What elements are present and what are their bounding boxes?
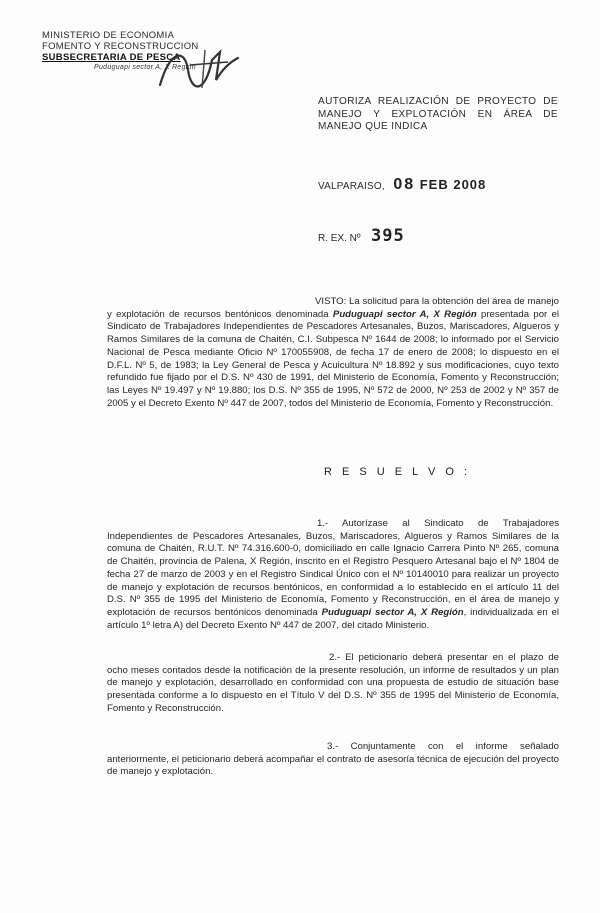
- visto-rest: presentada por el Sindicato de Trabajadores Independientes de Pescadores Artesanales, Buzos, Mariscadores, Algueros y Ramos Similares de la comuna de Chaitén, C.I. Subpesca Nº 1644 de 2008; lo informado por el Servicio Nacional de Pesca mediante Oficio Nº 170055908, de fecha 17 de enero de 2008; lo dispuesto en el D.F.L. Nº 5, de 1983; la Ley General de Pesca y Acuicultura Nº 18.892 y sus modificaciones, cuyo texto refundido fue fijado por el D.S. Nº 430 de 1991, del Ministerio de Economía, Fomento y Reconstrucción; las Leyes Nº 19.497 y Nº 19.880; los D.S. Nº 355 de 1995, Nº 572 de 2000, Nº 253 de 2002 y Nº 357 de 2005 y el Decreto Exento Nº 447 de 2007, todos del Ministerio de Economía, Fomento y Reconstrucción.: [107, 308, 560, 409]
- article-1-lead: 1.- Autorízase al Sindicato de Trabajadores Independientes de Pescadores Artesanales, Buzos, Mariscadores, Algueros y Ramos Similares de la comuna de Chaitén, R.U.T. Nº 74.316.600-0, domiciliado en calle Ignacio Carrera Pinto Nº 265, comuna de Chaitén, provincia de Palena, X Región, inscrito en el Registro Pesquero Artesanal bajo el Nº 1804 de fecha 27 de marzo de 2003 y en el Registro Sindical Único con el Nº 10140010 para realizar un proyecto de manejo y explotación de recursos bentónicos, en conformidad a lo establecido en el artículo 11 del D.S. Nº 355 de 1995 del Ministerio de Economía, Fomento y Reconstrucción, en el área de manejo y explotación de recursos bentónicos denominada: [107, 518, 559, 618]
- date-month-year: FEB 2008: [419, 177, 487, 192]
- letterhead-ministry-2: FOMENTO Y RECONSTRUCCION: [42, 41, 199, 52]
- visto-lead: VISTO: La solicitud para la obtención del área de manejo y explotación de recursos bentónicos denominada: [107, 296, 559, 320]
- visto-area-name: Puduguapi sector A, X Región: [332, 308, 477, 320]
- letterhead-subsecretary: SUBSECRETARIA DE PESCA: [42, 52, 181, 63]
- article-1: [107, 518, 559, 632]
- document-subject: AUTORIZA REALIZACIÓN DE PROYECTO DE MANEJO Y EXPLOTACIÓN EN ÁREA DE MANEJO QUE INDICA: [318, 96, 558, 132]
- place-date: [318, 176, 558, 194]
- resolution-number-label: R. EX. Nº: [318, 233, 361, 244]
- resuelvo-heading: R E S U E L V O :: [324, 466, 471, 478]
- letterhead-address: Puduguapi sector A, X Región: [94, 64, 196, 71]
- date-stamp: [393, 177, 486, 192]
- date-day: 08: [393, 176, 416, 193]
- place-label: VALPARAISO,: [318, 181, 385, 192]
- article-1-rest: , individualizada en el artículo 1º letra A) del Decreto Exento Nº 447 de 2007, del citado Ministerio.: [107, 606, 559, 631]
- signature-icon: [150, 40, 250, 100]
- letterhead-ministry: MINISTERIO DE ECONOMIA: [42, 30, 175, 41]
- article-3: 3.- Conjuntamente con el informe señalado anteriormente, el peticionario deberá acompañar el contrato de asesoría técnica de ejecución del proyecto de manejo y explotación.: [107, 741, 559, 778]
- visto-paragraph: [107, 296, 559, 410]
- article-2: 2.- El peticionario deberá presentar en el plazo de ocho meses contados desde la notificación de la presente resolución, un informe de resultados y un plan de manejo y explotación, desarrollado en conformidad con una propuesta de estudio de situación base presentada conforme a lo dispuesto en el Título V del D.S. Nº 355 de 1995 del Ministerio de Economía, Fomento y Reconstrucción.: [107, 652, 559, 714]
- article-1-area-name: Puduguapi sector A, X Región: [321, 606, 464, 618]
- resolution-number: [318, 226, 405, 246]
- resolution-number-value: 395: [371, 226, 405, 246]
